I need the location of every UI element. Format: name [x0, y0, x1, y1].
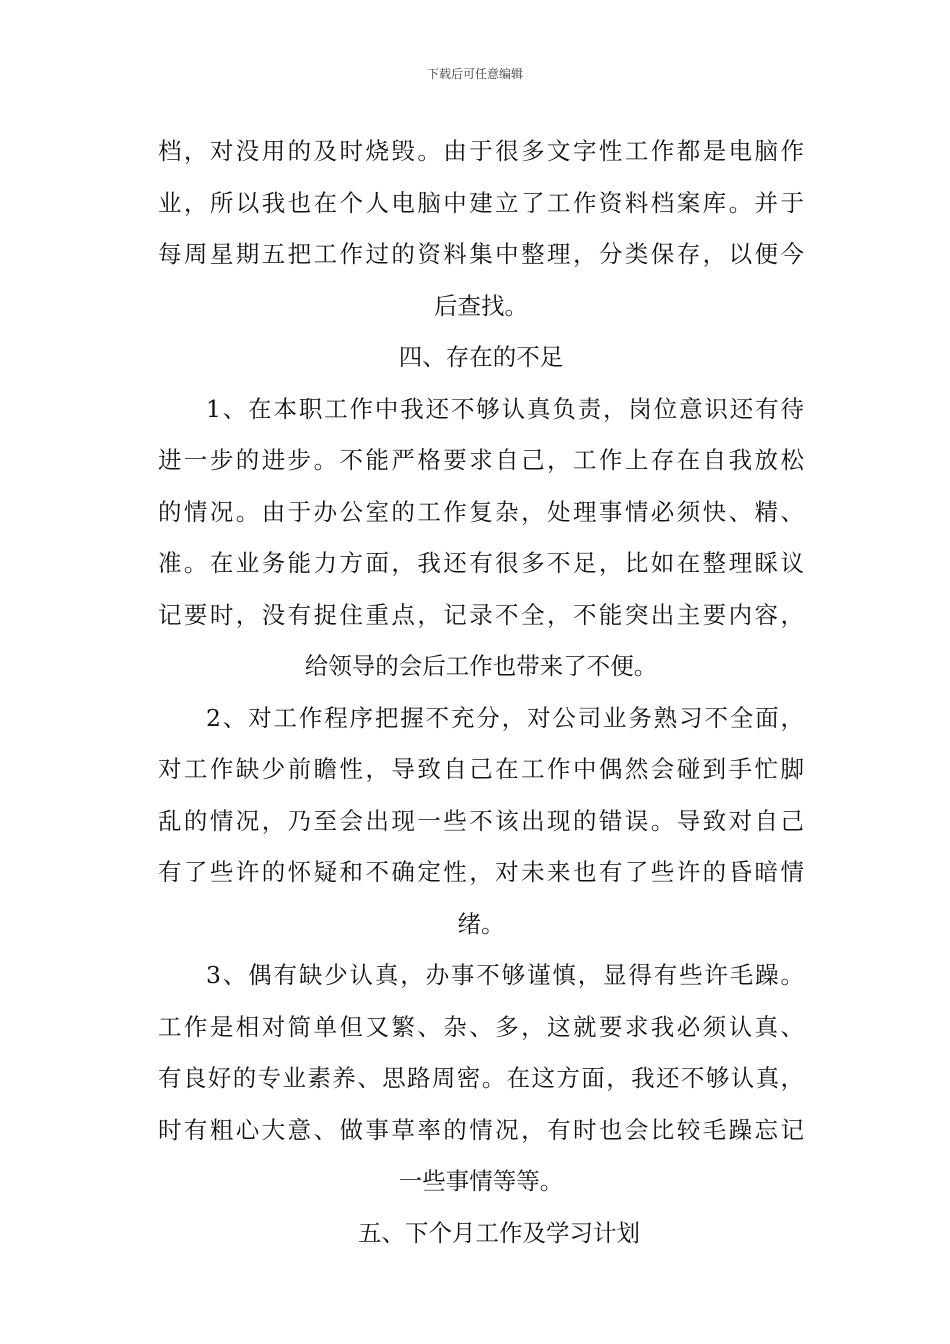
text-line: 工作是相对简单但又繁、杂、多，这就要求我必须认真、	[158, 1012, 804, 1041]
text-line: 给领导的会后工作也带来了不便。	[304, 652, 658, 680]
text-line: 记要时，没有捉住重点，记录不全，不能突出主要内容，	[158, 600, 804, 629]
text-line: 对工作缺少前瞻性，导致自己在工作中偶然会碰到手忙脚	[158, 755, 804, 783]
text-line: 档，对没用的及时烧毁。由于很多文字性工作都是电脑作	[158, 137, 804, 165]
text-line: 1、在本职工作中我还不够认真负责，岗位意识还有待	[206, 394, 804, 423]
text-line: 一些事情等等。	[398, 1167, 564, 1195]
text-line: 的情况。由于办公室的工作复杂，处理事情必须快、精、	[158, 497, 804, 526]
text-line: 3、偶有缺少认真，办事不够谨慎，显得有些许毛躁。	[206, 961, 804, 989]
text-line: 绪。	[457, 909, 505, 938]
text-line: 2、对工作程序把握不充分，对公司业务熟习不全面，	[206, 703, 804, 732]
text-line: 有良好的专业素养、思路周密。在这方面，我还不够认真，	[158, 1064, 804, 1092]
text-line: 每周星期五把工作过的资料集中整理，分类保存，以便今	[158, 240, 804, 268]
page-header-note: 下载后可任意编辑	[426, 67, 523, 81]
text-line: 时有粗心大意、做事草率的情况，有时也会比较毛躁忘记	[158, 1115, 804, 1144]
text-line: 业，所以我也在个人电脑中建立了工作资料档案库。并于	[158, 188, 804, 217]
section-heading: 四、存在的不足	[398, 343, 564, 371]
text-line: 乱的情况，乃至会出现一些不该出现的错误。导致对自己	[158, 806, 804, 835]
text-line: 准。在业务能力方面，我还有很多不足，比如在整理睬议	[158, 549, 804, 577]
text-line: 后查找。	[434, 291, 528, 320]
text-line: 有了些许的怀疑和不确定性，对未来也有了些许的昏暗情	[158, 858, 804, 886]
section-heading: 五、下个月工作及学习计划	[358, 1218, 640, 1247]
document-body	[158, 126, 804, 1259]
text-line: 进一步的进步。不能严格要求自己，工作上存在自我放松	[158, 446, 804, 474]
